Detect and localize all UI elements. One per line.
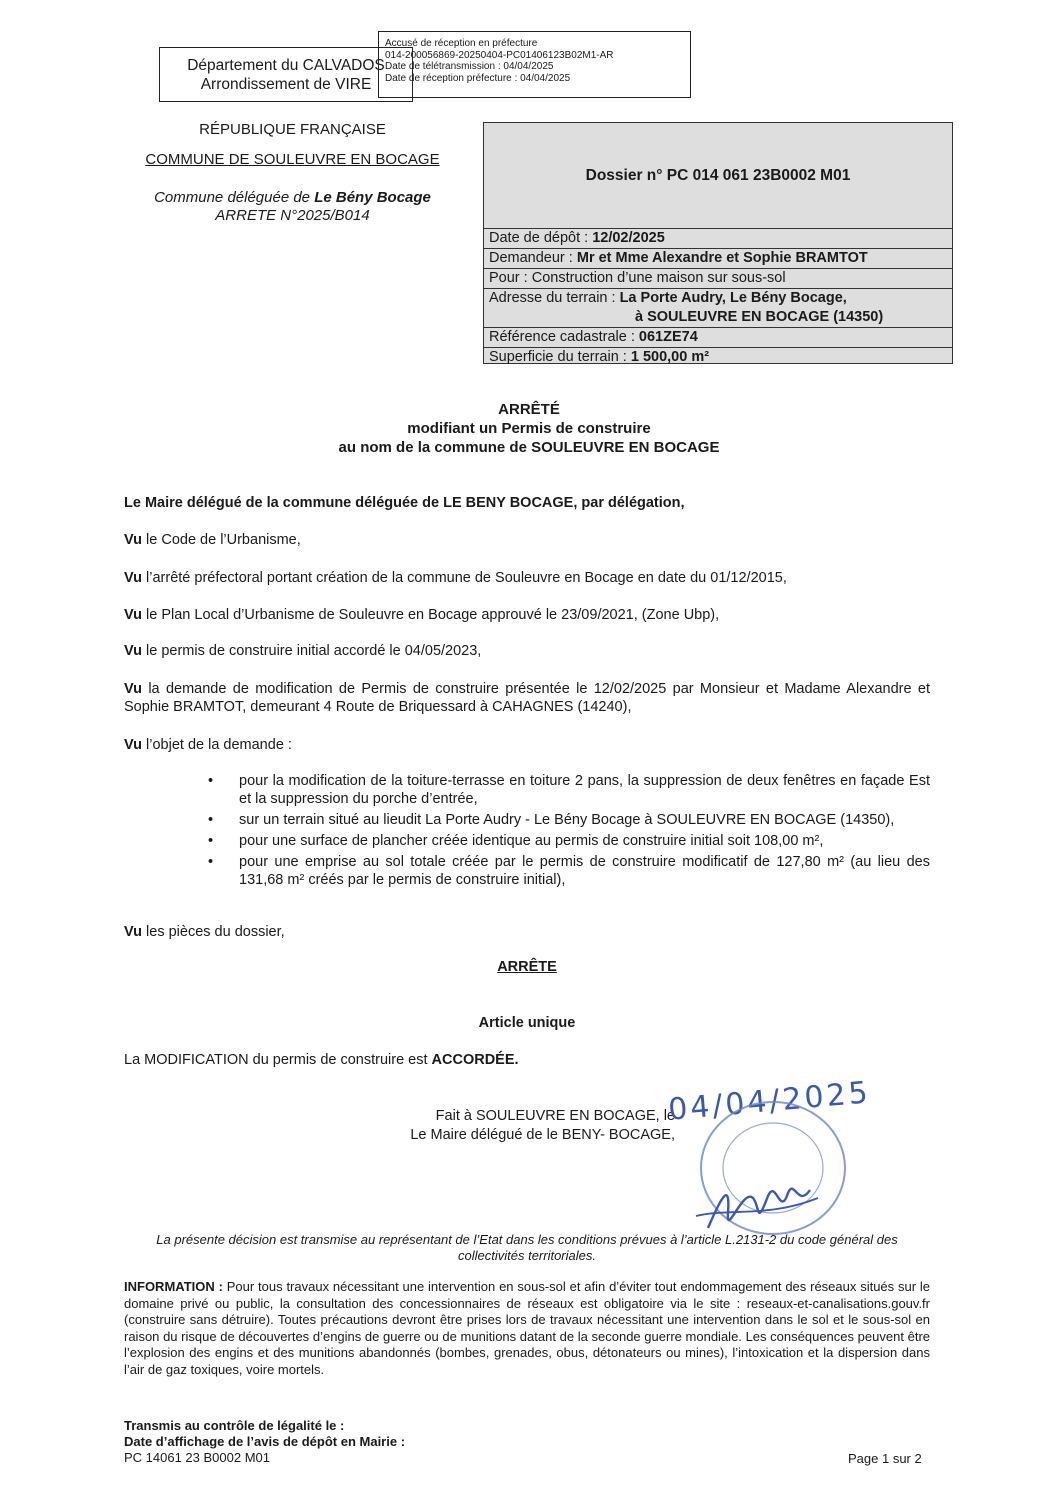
decision-text: La MODIFICATION du permis de construire est [124,1052,432,1068]
row-value: Mr et Mme Alexandre et Sophie BRAMTOT [576,250,868,266]
commune-stamp-signature [668,1098,858,1248]
vu-text: les pièces du dossier, [142,924,285,940]
decision [124,1051,930,1069]
bullet-text: sur un terrain situé au lieudit La Porte Audry - Le Bény Bocage à SOULEUVRE EN BOCAGE (14350), [239,812,895,828]
vu-prefix: Vu [124,607,142,623]
prefecture-receipt-stamp [378,31,691,98]
list-item: • pour une emprise au sol totale créée par le permis de construire modificatif de 127,80 m² (au lieu des 131,68 m² créés par le permis de construire initial), [208,854,930,888]
vu-text: le Plan Local d’Urbanisme de Souleuvre en Bocage approuvé le 23/09/2021, (Zone Ubp), [142,607,720,623]
affichage-label: Date d’affichage de l’avis de dépôt en Mairie : [124,1434,406,1449]
list-item: • sur un terrain situé au lieudit La Porte Audry - Le Bény Bocage à SOULEUVRE EN BOCAGE (14350), [208,812,895,828]
vu-prefix: Vu [124,643,142,659]
vu-text: la demande de modification de Permis de construire présentée le 12/02/2025 par Monsieur et Madame Alexandre et Sophie BRAMTOT, demeurant 4 Route de Briquessard à CAHAGNES (14240), [124,681,930,715]
arrete-number: ARRETE N°2025/B014 [215,207,370,224]
dossier-row-demandeur [484,249,952,269]
vu-text: l’objet de la demande : [142,737,292,753]
row-value: 12/02/2025 [592,230,665,246]
transmission-notice: La présente décision est transmise au représentant de l’Etat dans les conditions prévues à l’article L.2131-2 du code général des collectivités territoriales. [156,1232,898,1263]
maire-signature-line: Le Maire délégué de le BENY- BOCAGE, [410,1127,675,1143]
decision-accordee: ACCORDÉE. [431,1052,519,1068]
commune-deleguee-block [120,189,465,225]
arrete-heading: ARRÊTE [497,959,557,975]
row-label: Adresse du terrain : [489,290,620,306]
vu-prefix: Vu [124,570,142,586]
receipt-line: Accusé de réception en préfecture [385,38,538,49]
footer-block [124,1418,405,1466]
vu-text: le permis de construire initial accordé le 04/05/2023, [142,643,482,659]
department-box [159,47,413,102]
commune-deleguee-line [120,189,465,207]
row-label: Pour : [489,270,532,286]
row-value: Construction d’une maison sur sous-sol [531,270,786,286]
fait-a-line: Fait à SOULEUVRE EN BOCAGE, le [435,1108,675,1124]
vu-prefix: Vu [124,681,142,697]
dossier-row-cadastre [484,328,952,348]
handwritten-date: 04/04/2025 [666,1075,873,1128]
vu-prefix: Vu [124,924,142,940]
vu-demande [124,680,930,716]
row-label: Référence cadastrale : [489,329,639,345]
page-number: Page 1 sur 2 [848,1451,922,1466]
vu-prefix: Vu [124,737,142,753]
title-line: modifiant un Permis de construire [407,420,651,437]
commune-heading: COMMUNE DE SOULEUVRE EN BOCAGE [145,151,440,168]
receipt-line: Date de réception préfecture : 04/04/2025 [385,72,571,84]
list-item: • pour une surface de plancher créée identique au permis de construire initial soit 108,00 m², [208,833,824,849]
row-label: Superficie du terrain : [489,349,631,365]
receipt-line: Date de télétransmission : 04/04/2025 [385,61,554,72]
vu-permis-initial [124,642,930,660]
signature-block [365,1107,675,1145]
demande-bullet-list [208,772,930,892]
row-label: Date de dépôt : [489,230,593,246]
dossier-title: Dossier n° PC 014 061 23B0002 M01 [484,123,952,229]
row-value: La Porte Audry, Le Bény Bocage, [619,290,847,306]
information-text: Pour tous travaux nécessitant une intervention en sous-sol et afin d’éviter tout endommagement des réseaux situés sur le domaine privé ou public, la consultation des concessionnaires de réseaux est obligatoire via le site : reseaux-et-canalisations.gouv.fr (construire sans détruire). Toutes précautions devront être prises lors de travaux nécessitant une intervention dans le sol et le sous-sol en raison du risque de découvertes d’engins de guerre ou de munitions datant de la seconde guerre mondiale. Les conséquences peuvent être l’explosion des engins et des munitions abandonnés (bombes, grenades, obus, détonateurs ou mines), l’intoxication et la dispersion dans l’air de gaz toxiques, voire mortels. [124,1279,930,1377]
footer-reference: PC 14061 23 B0002 M01 [124,1450,270,1465]
vu-objet [124,736,930,754]
vu-text: le Code de l’Urbanisme, [142,532,301,548]
title-line: au nom de la commune de SOULEUVRE EN BOCAGE [338,439,720,456]
receipt-line: 014-200056869-20250404-PC01406123B02M1-AR [385,49,614,61]
maire-statement: Le Maire délégué de la commune déléguée de LE BENY BOCAGE, par délégation, [124,495,685,511]
bullet-text: pour la modification de la toiture-terrasse en toiture 2 pans, la suppression de deux fenêtres en façade Est et la suppression du porche d’entrée, [239,773,930,807]
row-value-continued: à SOULEUVRE EN BOCAGE (14350) [635,309,884,325]
arrondissement-line: Arrondissement de VIRE [200,76,372,93]
bullet-text: pour une emprise au sol totale créée par le permis de construire modificatif de 127,80 m² (au lieu des 131,68 m² créés par le permis de construire initial), [239,854,930,888]
bullet-text: pour une surface de plancher créée identique au permis de construire initial soit 108,00 m², [239,833,824,849]
information-label: INFORMATION : [124,1279,223,1294]
republique-heading: RÉPUBLIQUE FRANÇAISE [199,121,386,138]
vu-plu [124,606,930,624]
vu-code [124,531,930,549]
commune-deleguee-prefix: Commune déléguée de [154,189,315,206]
commune-deleguee-name: Le Bény Bocage [314,189,431,206]
dossier-row-superficie [484,348,952,367]
dossier-table [483,122,953,364]
vu-arrete-prefectoral [124,569,930,587]
department-line: Département du CALVADOS [187,57,385,74]
vu-text: l’arrêté préfectoral portant création de la commune de Souleuvre en Bocage en date du 01/12/2015, [142,570,787,586]
arrete-title [200,400,858,457]
vu-pieces [124,923,930,941]
dossier-row-pour [484,269,952,289]
transmis-label: Transmis au contrôle de légalité le : [124,1418,345,1433]
article-heading: Article unique [478,1015,576,1031]
information-paragraph [124,1279,930,1378]
dossier-row-adresse [484,289,952,328]
title-line: ARRÊTÉ [498,401,560,418]
row-label: Demandeur : [489,250,577,266]
vu-prefix: Vu [124,532,142,548]
list-item: • pour la modification de la toiture-terrasse en toiture 2 pans, la suppression de deux fenêtres en façade Est et la suppression du porche d’entrée, [208,773,930,807]
dossier-row-date [484,229,952,249]
row-value: 1 500,00 m² [630,349,710,365]
row-value: 061ZE74 [638,329,698,345]
